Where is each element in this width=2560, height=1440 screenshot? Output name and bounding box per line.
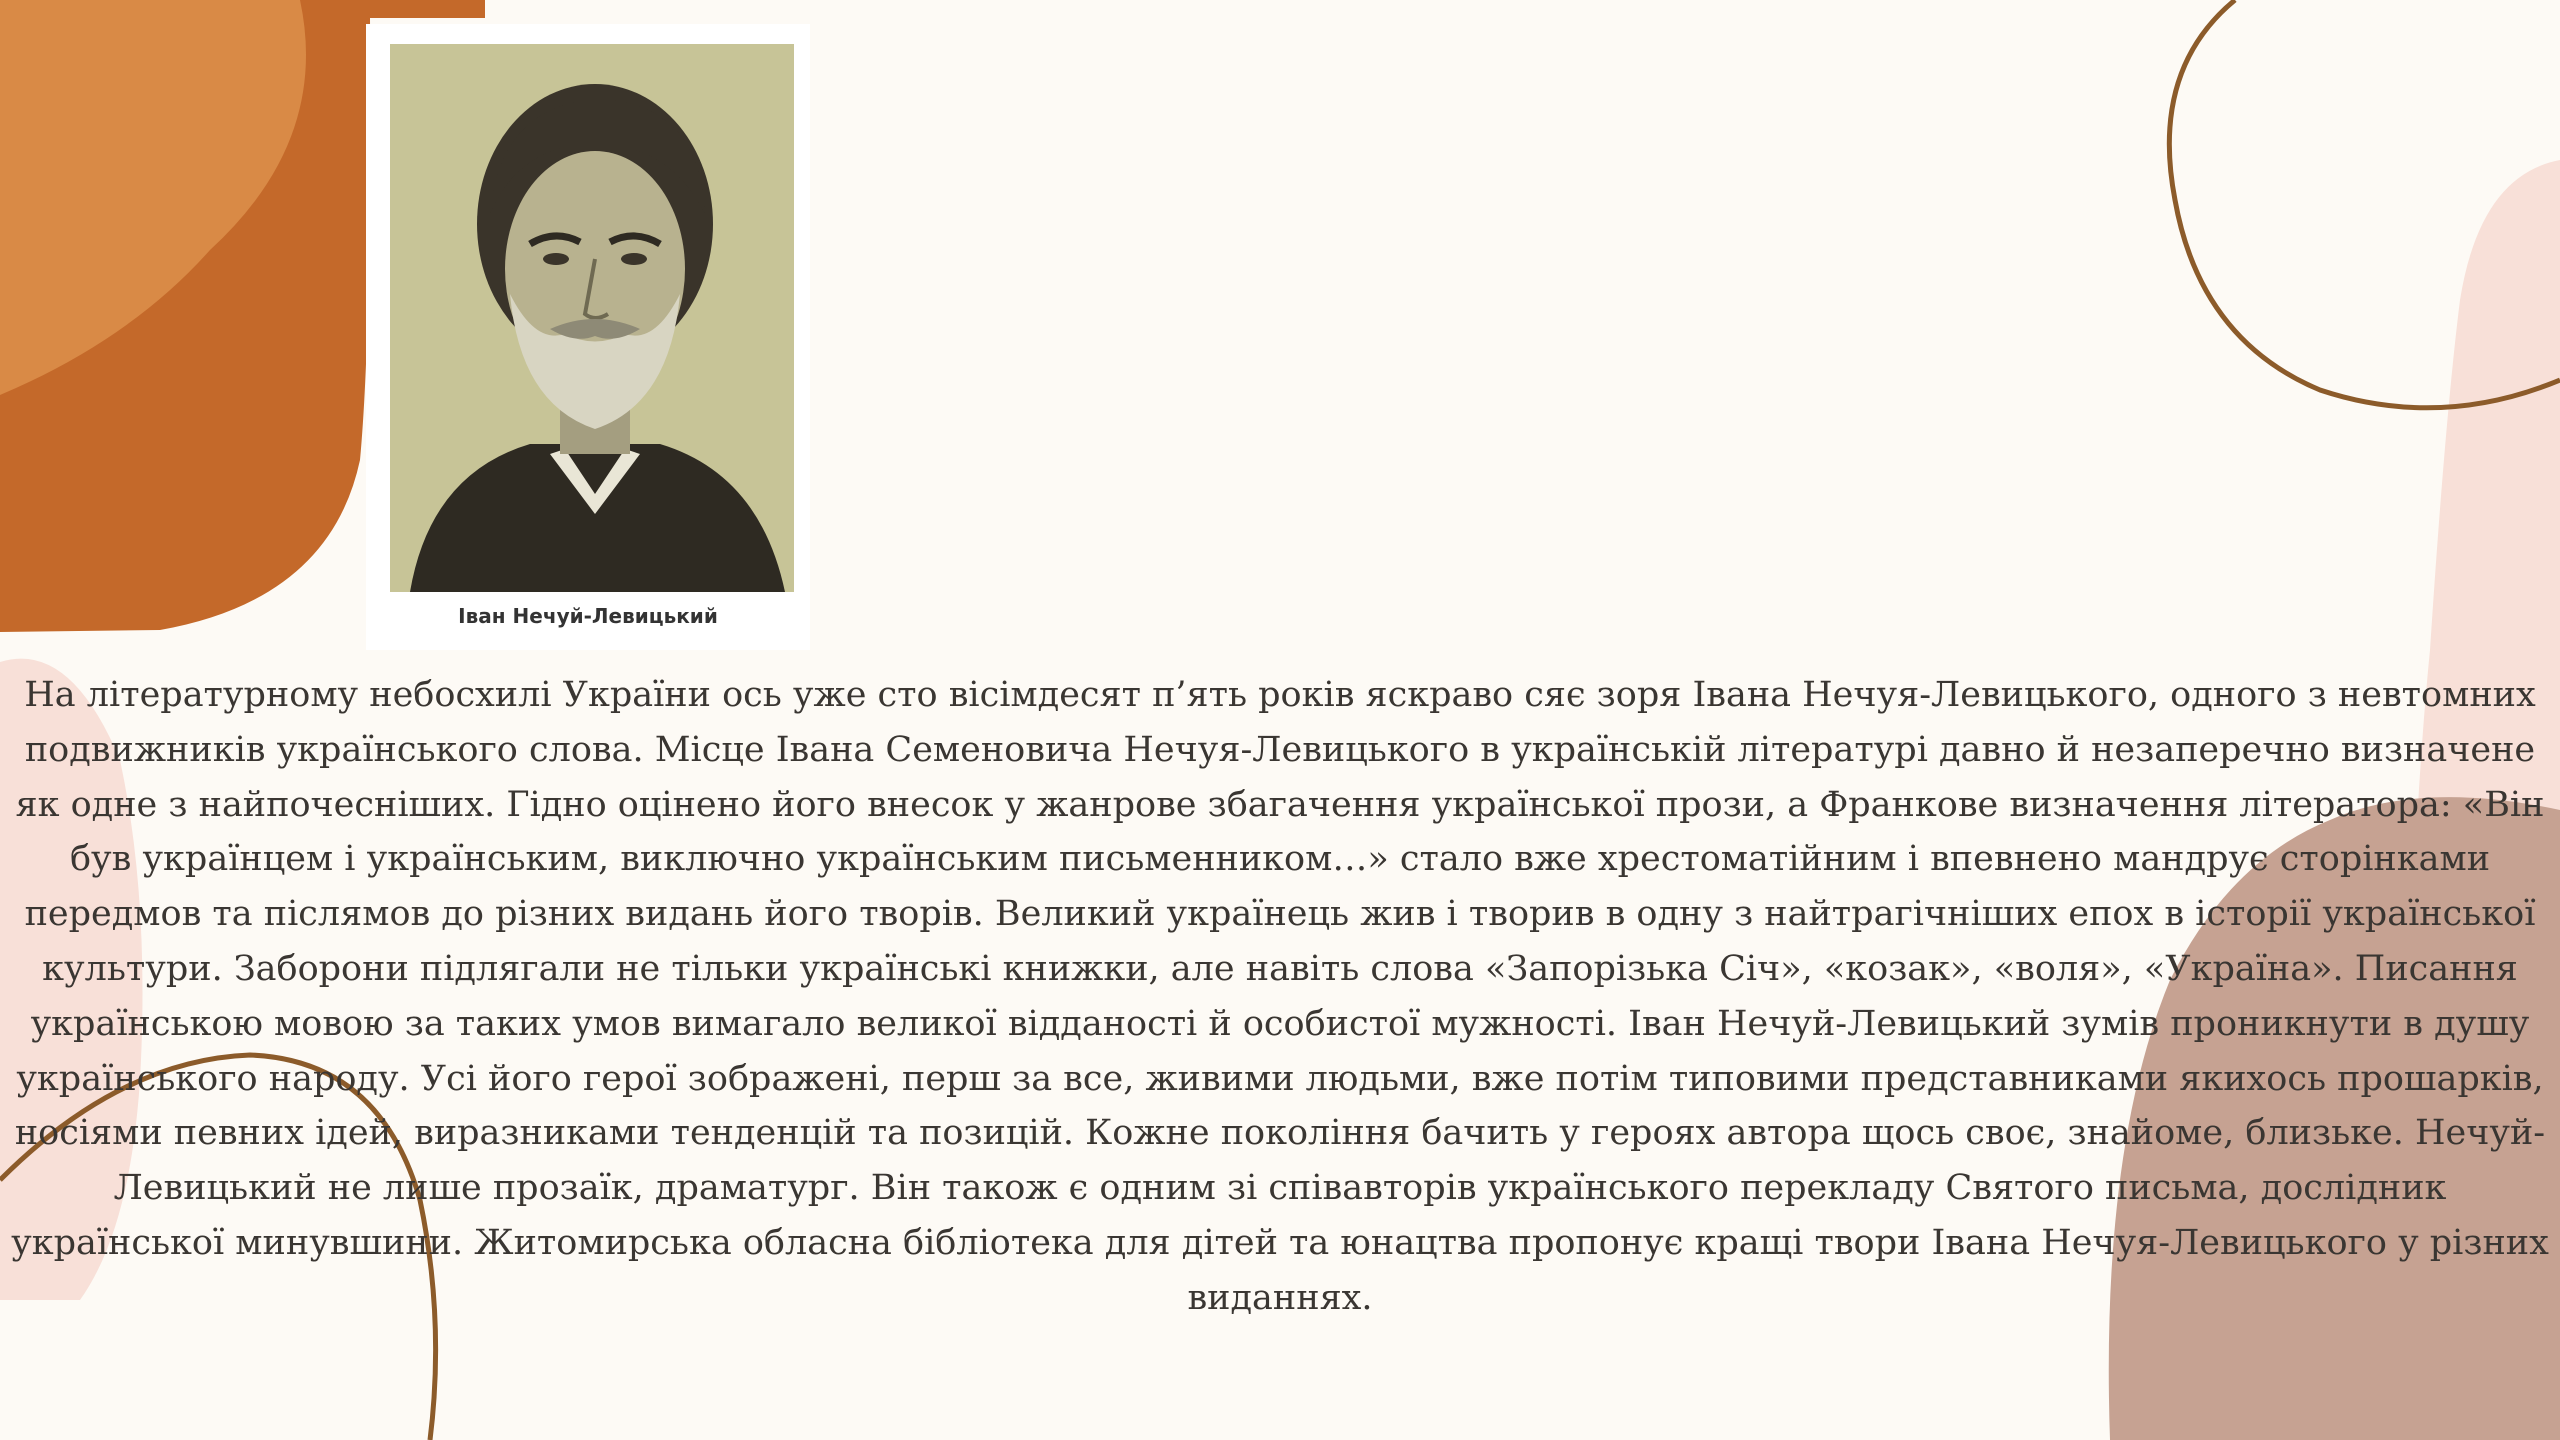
portrait-card [366,24,810,650]
portrait-photo [390,44,794,592]
main-paragraph: На літературному небосхилі України ось уже сто вісімдесят п’ять років яскраво сяє зоря Івана Нечуя-Левицького, одного з невтомних подвижників українського слова. Місце Івана Семеновича Нечуя-Левицького в українській літературі давно й незаперечно визначене як одне з найпочесніших. Гідно оцінено його внесок у жанрове збагачення української прози, а Франкове визначення літератора: «Він був українцем і українським, виключно українським письменником…» стало вже хрестоматійним і впевнено мандрує сторінками передмов та післямов до різних видань його творів. Великий українець жив і творив в одну з найтрагічніших епох в історії української культури. Заборони підлягали не тільки українські книжки, але навіть слова «Запорізька Січ», «козак», «воля», «Україна». Писання українською мовою за таких умов вимагало великої відданості й особистої мужності. Іван Нечуй-Левицький зумів проникнути в душу українського народу. Усі його герої зображені, перш за все, живими людьми, вже потім типовими представниками якихось прошарків, носіями певних ідей, виразниками тенденцій та позицій. Кожне покоління бачить у героях автора щось своє, знайоме, близьке. Нечуй-Левицький не лише прозаїк, драматург. Він також є одним зі співавторів українського перекладу Святого письма, дослідник української минувшини. Житомирська обласна бібліотека для дітей та юнацтва пропонує кращі твори Івана Нечуя-Левицького у різних виданнях. [11,675,2549,1318]
portrait-caption: Іван Нечуй-Левицький [458,604,718,628]
